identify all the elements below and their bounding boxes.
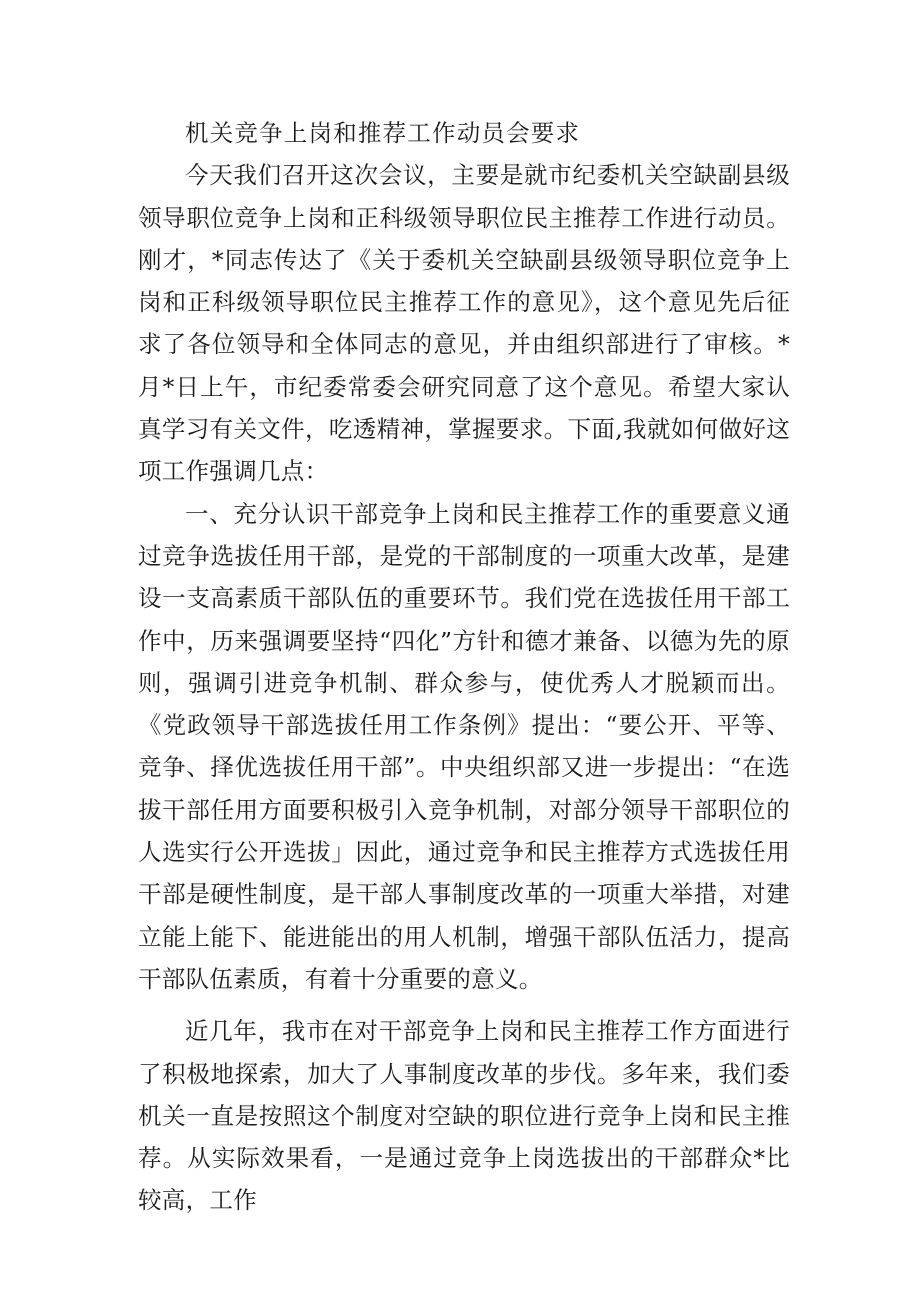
document-title: 机关竞争上岗和推荐工作动员会要求 bbox=[185, 119, 581, 147]
paragraph-recent-years: 近几年，我市在对干部竞争上岗和民主推荐工作方面进行了积极地探索，加大了人事制度改革的步伐。多年来，我们委机关一直是按照这个制度对空缺的职位进行竞争上岗和民主推荐。从实际效果看，一是通过竞争上岗选拔出的干部群众*比较高，工作 bbox=[138, 1017, 790, 1215]
paragraph-intro: 今天我们召开这次会议，主要是就市纪委机关空缺副县级领导职位竞争上岗和正科级领导职位民主推荐工作进行动员。刚才，*同志传达了《关于委机关空缺副县级领导职位竞争上岗和正科级领导职位民主推荐工作的意见》，这个意见先后征求了各位领导和全体同志的意见，并由组织部进行了审核。*月*日上午，市纪委常委会研究同意了这个意见。希望大家认真学习有关文件，吃透精神，掌握要求。下面,我就如何做好这项工作强调几点： bbox=[138, 161, 790, 486]
document-body bbox=[138, 112, 790, 1222]
paragraph-significance: 一、充分认识干部竞争上岗和民主推荐工作的重要意义通过竞争选拔任用干部，是党的干部制度的一项重大改革，是建设一支高素质干部队伍的重要环节。我们党在选拔任用干部工作中，历来强调要坚持“四化”方针和德才兼备、以德为先的原则，强调引进竞争机制、群众参与，使优秀人才脱颖而出。《党政领导干部选拔任用工作条例》提出：“要公开、平等、竞争、择优选拔任用干部”。中央组织部又进一步提出：“在选拔干部任用方面要积极引入竞争机制，对部分领导干部职位的人选实行公开选拔」因此，通过竞争和民主推荐方式选拔任用干部是硬性制度，是干部人事制度改革的一项重大举措，对建立能上能下、能进能出的用人机制，增强干部队伍活力，提高干部队伍素质，有着十分重要的意义。 bbox=[138, 499, 790, 993]
